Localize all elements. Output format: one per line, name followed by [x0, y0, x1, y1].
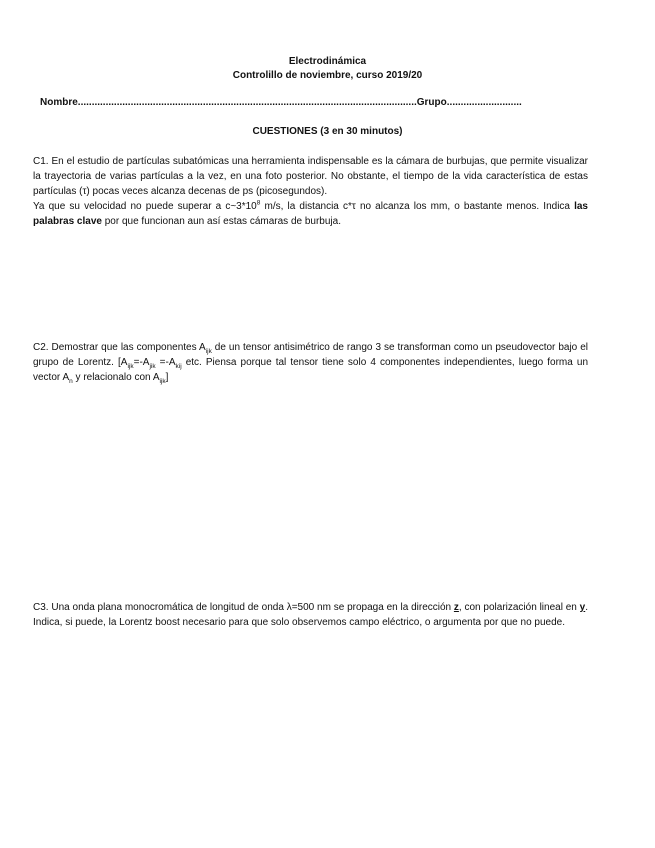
document-subtitle: Controlillo de noviembre, curso 2019/20: [232, 70, 423, 81]
name-blank: ..........................................................................................................................: [77, 97, 417, 108]
title-block: [0, 55, 655, 83]
subscript: ijk: [205, 348, 212, 355]
text-run: . Indica, si puede, la Lorentz boost necesario para que solo observemos campo eléctrico, o argumenta por que no puede.: [33, 602, 588, 628]
text-run: por que funcionan aun así estas cámaras de burbuja.: [101, 216, 341, 227]
text-run: =-A: [133, 357, 150, 368]
text-run: y relacionalo con A: [72, 372, 160, 383]
group-label: Grupo: [416, 97, 447, 108]
text-run: de un tensor antisimétrico de rango 3 se transforman como un pseudovector bajo el grupo de Lorentz. [A: [33, 342, 588, 368]
questions-heading: CUESTIONES (3 en 30 minutos): [252, 126, 403, 137]
polarization-vector: y: [579, 602, 586, 613]
text-run: etc. Piensa porque tal tensor tiene solo 4 componentes independientes, luego forma un vector A: [33, 357, 588, 383]
subscript: ijk: [127, 363, 134, 370]
direction-vector: z: [453, 602, 459, 613]
text-run: ]: [165, 372, 169, 383]
text-run: m/s, la distancia c*τ no alcanza los mm, o bastante menos. Indica: [260, 201, 575, 212]
exponent: 8: [256, 199, 261, 207]
question-c2-paragraph: [33, 340, 588, 385]
subscript: n: [69, 378, 73, 385]
name-label: Nombre: [40, 97, 78, 108]
subscript: kij: [175, 363, 182, 370]
text-run: C3. Una onda plana monocromática de longitud de onda λ=500 nm se propaga en la dirección: [33, 602, 454, 613]
document-title: Electrodinámica: [288, 56, 367, 67]
text-run: C2. Demostrar que las componentes A: [33, 342, 206, 353]
subscript: ijk: [159, 378, 166, 385]
keywords-emphasis: las palabras clave: [33, 201, 588, 227]
question-c3-paragraph: [33, 600, 588, 630]
name-group-line: [40, 97, 522, 108]
question-c3: [33, 600, 588, 630]
question-c1-paragraph-2: [33, 199, 588, 229]
text-run: Ya que su velocidad no puede superar a c~3*10: [33, 201, 257, 212]
question-c1: [33, 154, 588, 229]
question-c1-paragraph-1: C1. En el estudio de partículas subatómicas una herramienta indispensable es la cámara de burbujas, que permite visualizar la trayectoria de varias partículas a la vez, en una foto posterior. No obstante, el tiempo de la vida característica de estas partículas (τ) pocas veces alcanza decenas de ps (picosegundos).: [33, 156, 588, 197]
text-run: =-A: [155, 357, 176, 368]
subscript: jik: [149, 363, 156, 370]
question-c2: [33, 340, 588, 385]
group-blank: ...........................: [446, 97, 522, 108]
text-run: , con polarización lineal en: [458, 602, 580, 613]
